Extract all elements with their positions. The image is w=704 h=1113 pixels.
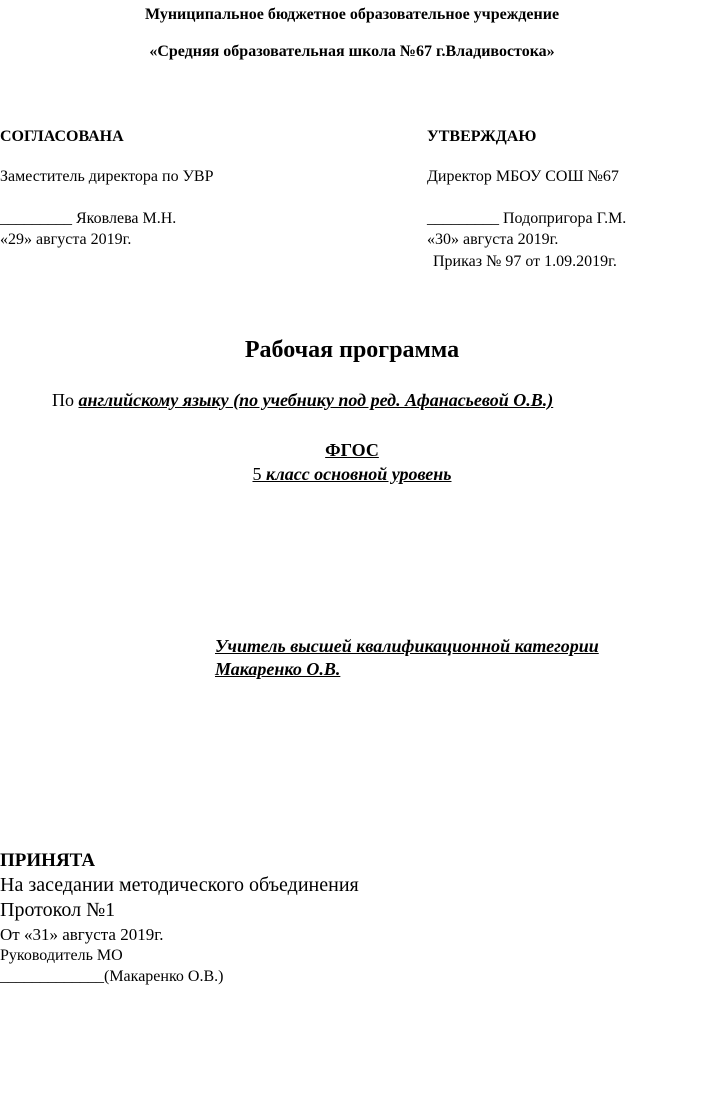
accepted-head: Руководитель МО [0,947,123,964]
program-subject-line [52,390,553,411]
approved-date: «30» августа 2019г. [427,231,559,248]
subject-name: английскому языку (по учебнику под ред. Афанасьевой О.В.) [78,390,554,410]
agreed-title: СОГЛАСОВАНА [0,128,124,145]
school-name: «Средняя образовательная школа №67 г.Владивостока» [149,43,555,60]
grade-number: 5 [252,464,262,484]
agreed-signature [0,210,176,228]
agreed-name: Яковлева М.Н. [72,210,177,227]
accepted-signature-line: _____________ [0,968,104,985]
grade-line [0,464,704,485]
teacher-name: Макаренко О.В. [215,659,341,679]
grade-text: класс основной уровень [261,464,452,484]
institution-name: Муниципальное бюджетное образовательное учреждение [144,6,560,23]
approved-name: Подопригора Г.М. [499,210,627,227]
approved-signature-line: _________ [427,210,499,227]
subject-prefix: По [52,390,79,410]
approved-signature [427,210,626,228]
accepted-meeting: На заседании методического объединения [0,874,359,896]
accepted-protocol: Протокол №1 [0,899,116,921]
program-title: Рабочая программа [244,337,460,363]
agreed-date: «29» августа 2019г. [0,231,132,248]
agreed-signature-line: _________ [0,210,72,227]
accepted-signature [0,968,223,986]
approved-title: УТВЕРЖДАЮ [427,128,537,145]
agreed-position: Заместитель директора по УВР [0,168,214,185]
accepted-date: От «31» августа 2019г. [0,925,164,944]
accepted-title: ПРИНЯТА [0,850,96,871]
accepted-head-name: (Макаренко О.В.) [104,968,224,985]
standard-label: ФГОС [325,440,379,460]
approved-order: Приказ № 97 от 1.09.2019г. [433,253,617,270]
teacher-qualification: Учитель высшей квалификационной категории [215,636,599,656]
approved-position: Директор МБОУ СОШ №67 [427,168,619,185]
